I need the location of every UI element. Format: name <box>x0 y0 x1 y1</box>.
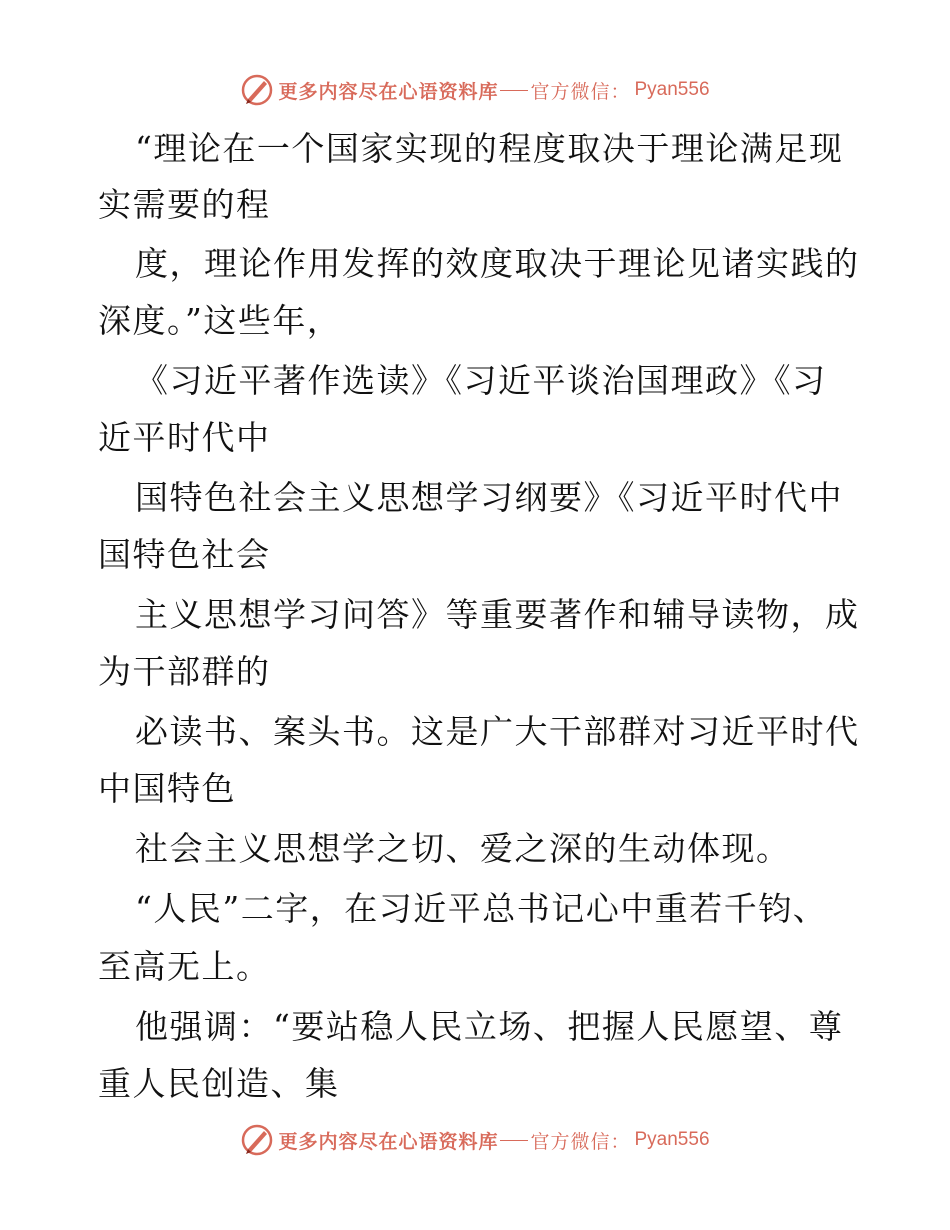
footer-watermark <box>0 1120 950 1160</box>
body-line: 深度。”这些年， <box>98 301 342 340</box>
body-line: 至高无上。 <box>98 947 271 986</box>
body-line: 度，理论作用发挥的效度取决于理论见诸实践的 <box>135 244 860 283</box>
header-brand-text: 更多内容尽在心语资料库 <box>278 80 499 103</box>
body-line: “人民”二字，在习近平总书记心中重若千钧、 <box>135 889 828 928</box>
pen-logo-icon <box>240 1123 274 1157</box>
header-watermark <box>0 70 950 110</box>
footer-dash <box>500 1140 528 1141</box>
footer-handle: Pyan556 <box>634 1129 710 1150</box>
body-line: 必读书、案头书。这是广大干部群对习近平时代 <box>135 712 860 751</box>
body-line: 重人民创造、集 <box>98 1064 340 1103</box>
header-dash <box>500 90 528 91</box>
header-official-label: 官方微信： <box>530 80 631 103</box>
body-line: 中国特色 <box>98 769 236 808</box>
body-line: 近平时代中 <box>98 418 271 457</box>
body-line: 国特色社会主义思想学习纲要》《习近平时代中 <box>135 478 843 517</box>
footer-brand-text: 更多内容尽在心语资料库 <box>278 1130 499 1153</box>
body-line: 他强调：“要站稳人民立场、把握人民愿望、尊 <box>135 1007 844 1046</box>
body-line: 国特色社会 <box>98 535 271 574</box>
header-handle: Pyan556 <box>634 79 710 100</box>
body-line: 主义思想学习问答》等重要著作和辅导读物，成 <box>135 595 860 634</box>
body-line: 《习近平著作选读》《习近平谈治国理政》《习 <box>135 361 827 400</box>
body-line: 实需要的程 <box>98 185 271 224</box>
pen-logo-icon <box>240 73 274 107</box>
footer-official-label: 官方微信： <box>530 1130 631 1153</box>
body-line: 社会主义思想学之切、爱之深的生动体现。 <box>135 829 791 868</box>
body-line: 为干部群的 <box>98 652 271 691</box>
body-line: “理论在一个国家实现的程度取决于理论满足现 <box>135 129 844 168</box>
